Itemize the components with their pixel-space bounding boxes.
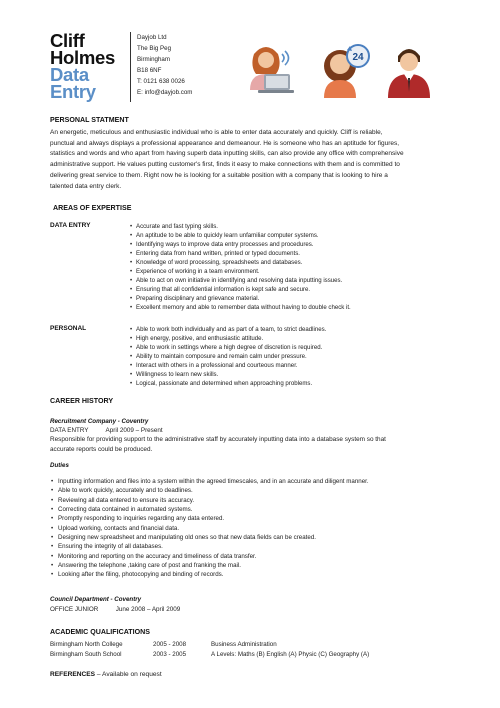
job2-company: Council Department - Coventry [50,596,142,603]
list-item: • Logical, passionate and determined when approaching problems. [130,380,313,388]
contact-block [137,33,192,98]
contact-city: Birmingham [137,55,171,63]
name-first: Cliff [50,30,85,51]
job1-description [50,435,386,454]
job2-dates: June 2008 – April 2009 [115,606,181,613]
career-history-heading: CAREER HISTORY [50,397,114,405]
qual-subject-2: A Levels: Maths (B) English (A) Physic (C) Geography (A) [211,651,370,658]
list-item: • Ensuring the integrity of all databases. [51,543,163,551]
job2-row [50,606,180,613]
contact-email: E: info@dayjob.com [137,88,193,96]
areas-of-expertise-heading: AREAS OF EXPERTISE [53,204,132,212]
list-item: • Entering data from hand written, printed or typed documents. [130,250,300,258]
contact-phone: T: 0121 638 0026 [137,77,185,85]
job1-title: DATA ENTRY [50,427,89,434]
qual-years-2: 2003 - 2005 [153,651,187,658]
list-item: • Upload working, contacts and financial data. [51,524,180,532]
duties-label: Duties [50,462,69,469]
qual-subject-1: Business Administration [211,641,277,648]
job1-desc-line: accurate reports could be produced. [50,445,153,453]
person-at-laptop-icon [236,40,296,98]
statement-line: delivering great service to them. Right now he is looking for a suitable position with a company that is looking to hire a [50,171,388,179]
list-item: • Answering the telephone ,taking care of post and franking the mail. [51,562,241,570]
role-line-2: Entry [50,81,96,102]
list-item: • Knowledge of word processing, spreadsheets and databases. [130,259,303,267]
badge-24-label: 24 [352,52,364,63]
list-item: • Monitoring and reporting on the accuracy and timeliness of data transfer. [51,552,257,560]
list-item: • Experience of working in a team environment. [130,268,260,276]
name-last: Holmes [50,47,116,68]
list-item: • Interact with others in a professional and courteous manner. [130,362,298,370]
businessman-icon [384,40,434,98]
list-item: • Reviewing all data entered to ensure its accuracy. [51,496,195,504]
list-item: • An aptitude to be able to quickly learn unfamiliar computer systems. [130,232,319,240]
personal-statement-text [50,128,404,192]
list-item: • Able to work quickly, accurately and to deadlines. [51,487,193,495]
statement-line: administrative support. He values putting customer's first, finds it easy to make connections with them and is committed to [50,161,400,169]
list-item: • Correcting data contained in automated systems. [51,506,193,514]
list-item: • Promptly responding to inquiries regarding any data entered. [51,515,225,523]
job2-title: OFFICE JUNIOR [50,606,99,613]
list-item: • Able to work in settings where a high degree of discretion is required. [130,344,323,352]
list-item: • Looking after the filing, photocopying and binding of records. [51,571,224,579]
references-text: – Available on request [95,671,162,678]
statement-line: talented data entry clerk. [50,182,122,190]
list-item: • Willingness to learn new skills. [130,371,219,379]
statement-line: statistics and words and who apart from having superb data inputting skills, can also provide any office with comprehensive [50,150,404,158]
list-item: • Able to work both individually and as part of a team, to strict deadlines. [130,326,327,333]
list-item: • Designing new spreadsheet and manipulating old ones so that new data fields can be created. [51,534,316,542]
statement-line: An energetic, meticulous and enthusiastic individual who is able to enter data accurately and quickly. Cliff is reliable, [50,129,383,136]
qual-years-1: 2005 - 2008 [153,641,187,648]
statement-line: punctual and always displays a professional appearance and demeanour. He is someone who has an aptitude for figures, [50,139,400,147]
personal-statement-heading: PERSONAL STATMENT [50,116,129,124]
list-item: • Identifying ways to improve data entry processes and procedures. [130,241,314,249]
personal-label: PERSONAL [50,325,87,332]
list-item: • Preparing disciplinary and grievance material. [130,295,260,303]
qual-school-2: Birmingham South School [50,651,122,658]
role-line-1: Data [50,64,89,85]
list-item: • Ensuring that all confidential information is kept safe and secure. [130,286,311,294]
header-divider [130,32,131,102]
personal-list [130,325,327,388]
job1-row [50,427,163,434]
contact-company: Dayjob Ltd [137,34,167,41]
list-item: • Accurate and fast typing skills. [130,223,218,230]
list-item: • High energy, positive, and enthusiastic attitude. [130,335,264,343]
duties-list [51,477,369,580]
list-item: • Excellent memory and able to remember data without having to double check it. [130,304,351,312]
contact-postcode: B18 6NF [137,66,162,74]
qual-school-1: Birmingham North College [50,641,123,648]
academic-qualifications-heading: ACADEMIC QUALIFICATIONS [50,628,150,636]
references-row [50,671,162,678]
list-item: • Inputting information and files into a system within the agreed timescales, and in an accurate and diligent manner. [51,478,369,485]
job1-desc-line: Responsible for providing support to the administrative staff by accurately inputting data into a database system so that [50,436,386,443]
job1-dates: April 2009 – Present [105,427,163,434]
24-hour-support-icon [320,40,372,98]
list-item: • Able to act on own initiative in identifying and resolving data inputting issues. [130,277,343,285]
data-entry-label: DATA ENTRY [50,222,91,229]
list-item: • Ability to maintain composure and remain calm under pressure. [130,353,307,361]
contact-address-1: The Big Peg [137,44,172,52]
job1-company: Recruitment Company - Coventry [50,418,149,425]
references-heading: REFERENCES [50,671,96,678]
data-entry-list [130,222,351,312]
